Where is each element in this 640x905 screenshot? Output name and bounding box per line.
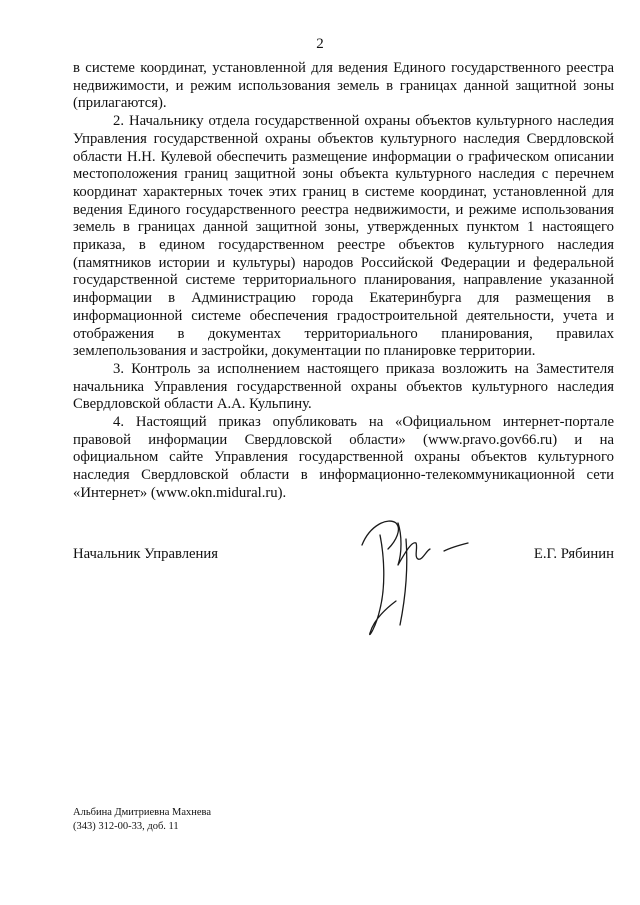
contact-phone: (343) 312-00-33, доб. 11	[73, 821, 179, 832]
paragraph-item-4: 4. Настоящий приказ опубликовать на «Официальном интернет-портале правовой информации Свердловской области» (www.pravo.gov66.ru) и на официальном сайте Управления государственной охраны объектов культурного наследия Свердловской области в информационно-телекоммуникационной сети «Интернет» (www.okn.midural.ru).	[73, 414, 614, 501]
signatory-title: Начальник Управления	[73, 546, 219, 562]
paragraph-item-3: 3. Контроль за исполнением настоящего приказа возложить на Заместителя начальника Управления государственной охраны объектов культурного наследия Свердловской области А.А. Кульпину.	[73, 360, 614, 413]
paragraph-item-2: 2. Начальнику отдела государственной охраны объектов культурного наследия Управления государственной охраны объектов культурного наследия Свердловской области Н.Н. Кулевой обеспечить размещение информации о графическом описании местоположения границ защитной зоны объекта культурного наследия с перечнем координат характерных точек этих границ в системе координат, установленной для ведения Единого государственного реестра недвижимости, и режиме использования земель в границах данной защитной зоны, утвержденных пунктом 1 настоящего приказа, в едином государственном реестре объектов культурного наследия (памятников истории и культуры) народов Российской Федерации и федеральной государственной системе территориального планирования, направление указанной информации в Администрацию города Екатеринбурга для размещения в информационной системе обеспечения градостроительной деятельности, учета и отображения в документах территориального планирования, правилах землепользования и застройки, документации по планировке территории.	[73, 113, 614, 360]
contact-person: Альбина Дмитриевна Махнева	[73, 807, 212, 818]
page-number: 2	[316, 36, 324, 52]
paragraph-continuation: в системе координат, установленной для ведения Единого государственного реестра недвижимости, и режим использования земель в границах данной защитной зоны (прилагаются).	[73, 60, 614, 112]
contact-info	[73, 806, 211, 834]
document-body	[73, 60, 614, 503]
handwritten-signature	[340, 505, 480, 655]
signatory-name: Е.Г. Рябинин	[533, 546, 614, 562]
